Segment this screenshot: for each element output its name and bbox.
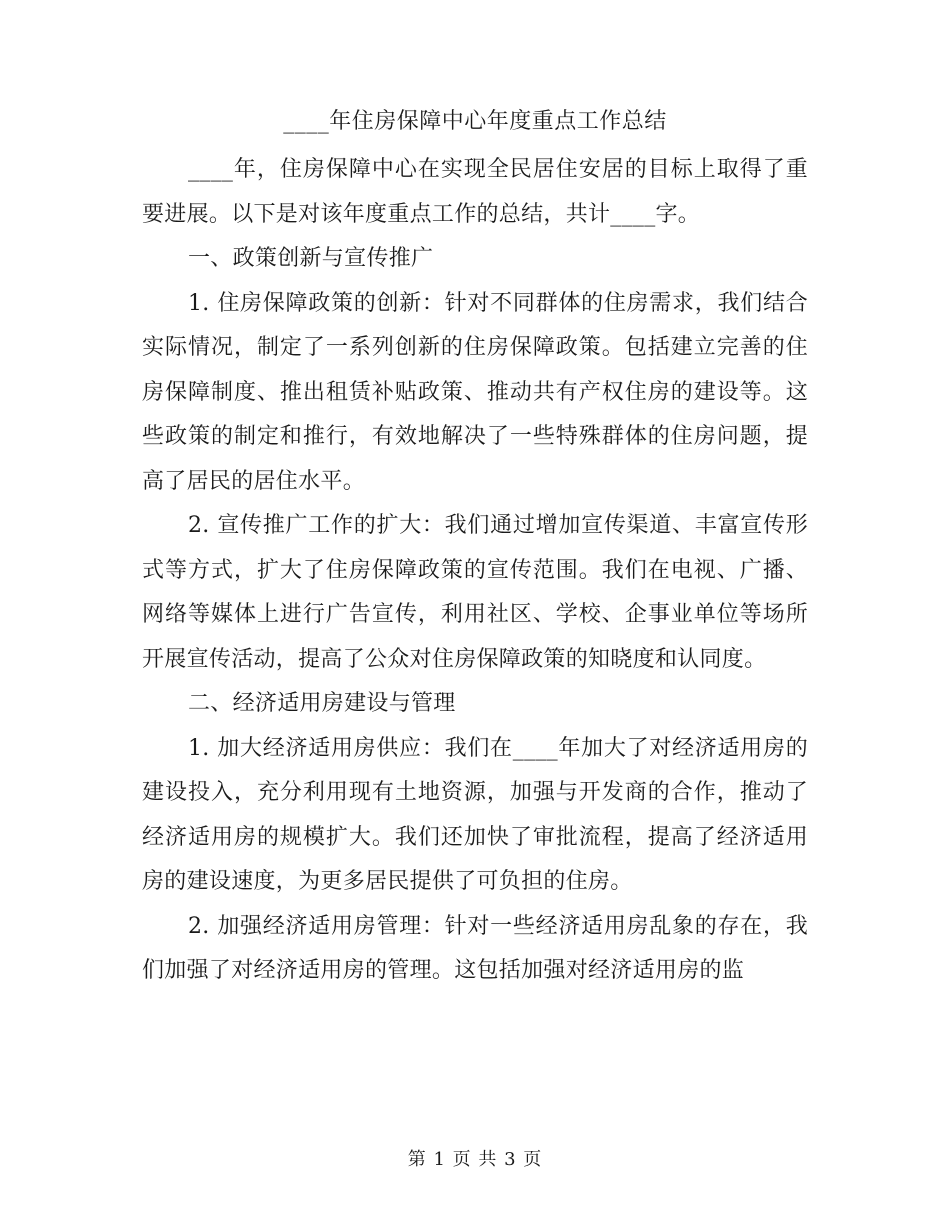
document-title: ____年住房保障中心年度重点工作总结 [283,109,667,134]
paragraph-policy-innovation: 1. 住房保障政策的创新：针对不同群体的住房需求，我们结合实际情况，制定了一系列创新的住房保障政策。包括建立完善的住房保障制度、推出租赁补贴政策、推动共有产权住房的建设等。这些政策的制定和推行，有效地解决了一些特殊群体的住房问题，提高了居民的居住水平。 [142,290,808,494]
intro-paragraph: ____年，住房保障中心在实现全民居住安居的目标上取得了重要进展。以下是对该年度重点工作的总结，共计____字。 [142,157,808,227]
section-heading-2: 二、经济适用房建设与管理 [188,691,456,716]
page-footer: 第 1 页 共 3 页 [407,1149,543,1170]
paragraph-management: 2. 加强经济适用房管理：针对一些经济适用房乱象的存在，我们加强了对经济适用房的管理。这包括加强对经济适用房的监 [142,913,808,983]
paragraph-supply: 1. 加大经济适用房供应：我们在____年加大了对经济适用房的建设投入，充分利用现有土地资源，加强与开发商的合作，推动了经济适用房的规模扩大。我们还加快了审批流程，提高了经济适用房的建设速度，为更多居民提供了可负担的住房。 [142,735,808,894]
section-heading-1: 一、政策创新与宣传推广 [188,246,434,271]
paragraph-publicity: 2. 宣传推广工作的扩大：我们通过增加宣传渠道、丰富宣传形式等方式，扩大了住房保障政策的宣传范围。我们在电视、广播、网络等媒体上进行广告宣传，利用社区、学校、企事业单位等场所开展宣传活动，提高了公众对住房保障政策的知晓度和认同度。 [142,513,808,672]
document-body [142,148,808,994]
